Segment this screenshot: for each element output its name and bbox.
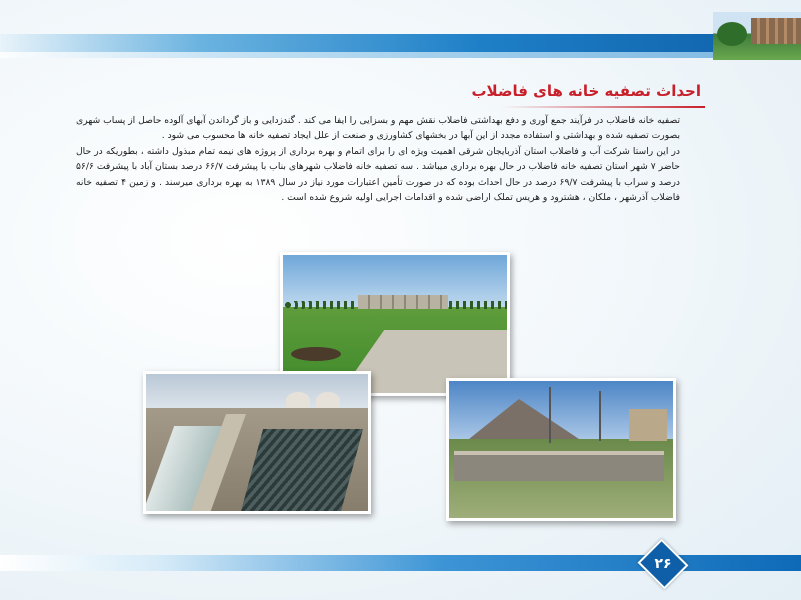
paragraph-projects: در این راستا شرکت آب و فاضلاب استان آذربایجان شرقی اهمیت ویژه ای را برای اتمام و بهره برداری از پروژه های نیمه تمام مبذول داشته ، بطوریکه در حال حاضر ۷ شهر استان تصفیه خانه فاضلاب در حال بهره برداری میباشد . سه تصفیه خانه فاضلاب شهرهای بناب با پیشرفت ۶۶/۷ درصد بستان آباد با پیشرفت ۵۶/۶ درصد و سراب با پیشرفت ۶۹/۷ درصد در حال احداث بوده که در صورت تأمین اعتبارات مورد نیاز در سال ۱۳۸۹ به بهره برداری میرسند . و زمین ۴ تصفیه خانه فاضلاب آذرشهر ، ملکان ، هشترود و هریس تملک اراضی شده و اقدامات اجرایی اولیه شروع شده است . xyxy=(76,145,680,204)
header-corner-photo xyxy=(713,12,801,60)
tree-shape xyxy=(717,22,747,46)
aeration-channel-photo xyxy=(143,371,371,514)
paragraph-intro: تصفیه خانه فاضلاب در فرآیند جمع آوری و دفع بهداشتی فاضلاب نقش مهم و بسزایی را ایفا می کند . گندزدایی و باز گرداندن آبهای آلوده حاصل از پساب شهری بصورت تصفیه شده و بهداشتی و استفاده مجدد از این آبها در بخشهای کشاورزی و صنعت از علل ایجاد تصفیه خانه ها محسوب می شود . xyxy=(76,115,680,142)
settling-pond-photo xyxy=(446,378,676,521)
header-banner-highlight xyxy=(0,52,801,58)
page-title: احداث تصفیه خانه های فاضلاب xyxy=(471,82,701,100)
building-shape xyxy=(751,18,801,44)
page-number: ۲۶ xyxy=(654,556,672,572)
body-text xyxy=(76,113,680,205)
title-underline xyxy=(501,106,705,108)
